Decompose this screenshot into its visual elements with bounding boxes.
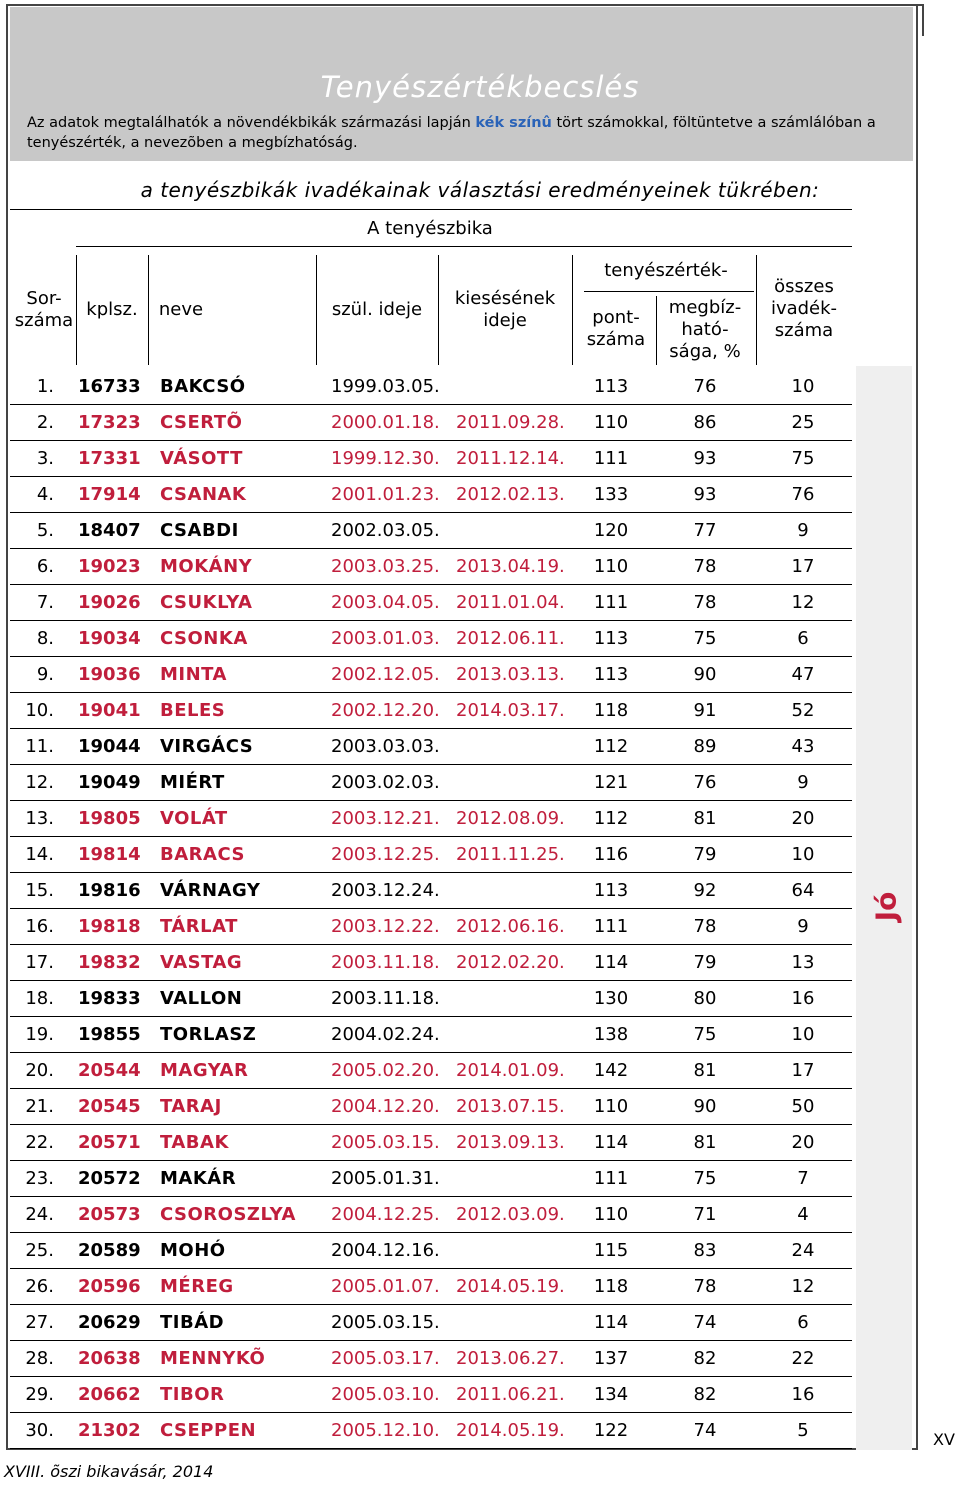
row-points: 114 <box>593 1132 629 1153</box>
row-points: 133 <box>593 484 629 505</box>
row-number: 25. <box>25 1240 54 1261</box>
page-number: XV <box>933 1430 955 1449</box>
header-kplsz: kplsz. <box>86 299 138 320</box>
row-number: 24. <box>25 1204 54 1225</box>
intro-part2: tört számokkal, föltüntetve a számlálóban a tenyészérték, a nevezõben a megbízhatóság. <box>27 115 876 151</box>
header-pont: pont- száma <box>586 307 646 350</box>
header-kieses: kiesésének ideje <box>454 288 556 331</box>
row-offspring-count: 9 <box>797 520 809 541</box>
footer-text: XVIII. õszi bikavásár, 2014 <box>4 1462 214 1481</box>
row-exit-date: 2012.02.13. <box>456 484 565 505</box>
row-reliability: 81 <box>693 1060 717 1081</box>
row-name: MAKÁR <box>160 1168 237 1189</box>
row-points: 120 <box>593 520 629 541</box>
row-number: 12. <box>25 772 54 793</box>
row-number: 21. <box>25 1096 54 1117</box>
row-points: 122 <box>593 1420 629 1441</box>
row-kplsz: 19023 <box>78 556 141 577</box>
row-name: CSEPPEN <box>160 1420 257 1441</box>
table-row <box>0 585 860 621</box>
row-exit-date: 2011.11.25. <box>456 844 565 865</box>
table-subtitle: a tenyészbikák ivadékainak választási eredményeinek tükrében: <box>140 178 820 202</box>
row-reliability: 75 <box>693 1168 717 1189</box>
row-offspring-count: 9 <box>797 772 809 793</box>
row-birth-date: 2004.12.25. <box>331 1204 440 1225</box>
row-offspring-count: 52 <box>791 700 815 721</box>
table-row <box>0 909 860 945</box>
row-reliability: 78 <box>693 592 717 613</box>
header-sorszama: Sor- száma <box>14 288 74 331</box>
row-kplsz: 20589 <box>78 1240 141 1261</box>
row-offspring-count: 25 <box>791 412 815 433</box>
row-birth-date: 2000.01.18. <box>331 412 440 433</box>
table-row <box>0 405 860 441</box>
row-reliability: 77 <box>693 520 717 541</box>
row-offspring-count: 17 <box>791 1060 815 1081</box>
row-points: 134 <box>593 1384 629 1405</box>
row-number: 2. <box>36 412 54 433</box>
row-exit-date: 2011.01.04. <box>456 592 565 613</box>
row-reliability: 91 <box>693 700 717 721</box>
row-points: 112 <box>593 736 629 757</box>
row-number: 13. <box>25 808 54 829</box>
row-reliability: 90 <box>693 1096 717 1117</box>
row-birth-date: 2003.04.05. <box>331 592 440 613</box>
row-birth-date: 2004.12.16. <box>331 1240 440 1261</box>
row-offspring-count: 17 <box>791 556 815 577</box>
row-birth-date: 2004.02.24. <box>331 1024 440 1045</box>
row-number: 17. <box>25 952 54 973</box>
row-kplsz: 20544 <box>78 1060 141 1081</box>
row-offspring-count: 76 <box>791 484 815 505</box>
row-exit-date: 2013.06.27. <box>456 1348 565 1369</box>
row-exit-date: 2012.08.09. <box>456 808 565 829</box>
row-offspring-count: 75 <box>791 448 815 469</box>
row-name: BARACS <box>160 844 245 865</box>
row-name: VALLON <box>160 988 243 1009</box>
row-kplsz: 17914 <box>78 484 141 505</box>
row-birth-date: 2003.12.22. <box>331 916 440 937</box>
vline-3 <box>316 255 317 365</box>
row-number: 16. <box>25 916 54 937</box>
row-offspring-count: 47 <box>791 664 815 685</box>
row-name: TIBÁD <box>160 1312 225 1333</box>
row-birth-date: 2003.03.03. <box>331 736 440 757</box>
subtitle-rule <box>10 209 852 210</box>
row-points: 110 <box>593 1204 629 1225</box>
row-kplsz: 19805 <box>78 808 141 829</box>
row-offspring-count: 20 <box>791 808 815 829</box>
row-kplsz: 20662 <box>78 1384 141 1405</box>
row-kplsz: 17323 <box>78 412 141 433</box>
row-name: BELES <box>160 700 226 721</box>
group-rule <box>76 246 852 247</box>
row-name: TÁRLAT <box>160 916 238 937</box>
row-number: 22. <box>25 1132 54 1153</box>
row-name: MOKÁNY <box>160 556 253 577</box>
table-row <box>0 1017 860 1053</box>
row-offspring-count: 7 <box>797 1168 809 1189</box>
row-reliability: 71 <box>693 1204 717 1225</box>
page-title: Tenyészértékbecslés <box>320 70 640 104</box>
row-name: MENNYKÕ <box>160 1348 266 1369</box>
row-offspring-count: 22 <box>791 1348 815 1369</box>
table-row <box>0 1377 860 1413</box>
row-kplsz: 19041 <box>78 700 141 721</box>
row-offspring-count: 4 <box>797 1204 809 1225</box>
row-offspring-count: 6 <box>797 628 809 649</box>
row-reliability: 78 <box>693 556 717 577</box>
table-row <box>0 441 860 477</box>
header-osszes: összes ivadék- száma <box>770 276 838 341</box>
row-birth-date: 2005.01.07. <box>331 1276 440 1297</box>
table-row <box>0 1089 860 1125</box>
row-offspring-count: 10 <box>791 844 815 865</box>
row-name: VÁRNAGY <box>160 880 261 901</box>
vline-5 <box>572 255 573 365</box>
row-birth-date: 2002.12.05. <box>331 664 440 685</box>
header-szul: szül. ideje <box>331 299 423 320</box>
row-number: 7. <box>36 592 54 613</box>
table-row <box>0 621 860 657</box>
row-number: 26. <box>25 1276 54 1297</box>
row-offspring-count: 43 <box>791 736 815 757</box>
row-kplsz: 19816 <box>78 880 141 901</box>
vline-7 <box>756 255 757 365</box>
row-birth-date: 1999.12.30. <box>331 448 440 469</box>
row-offspring-count: 24 <box>791 1240 815 1261</box>
row-reliability: 79 <box>693 844 717 865</box>
row-reliability: 80 <box>693 988 717 1009</box>
row-name: CSABDI <box>160 520 239 541</box>
row-reliability: 79 <box>693 952 717 973</box>
row-kplsz: 20571 <box>78 1132 141 1153</box>
row-number: 1. <box>36 376 54 397</box>
table-row <box>0 1341 860 1377</box>
row-number: 19. <box>25 1024 54 1045</box>
row-exit-date: 2012.06.16. <box>456 916 565 937</box>
row-birth-date: 2005.03.17. <box>331 1348 440 1369</box>
table-row <box>0 1161 860 1197</box>
row-offspring-count: 10 <box>791 1024 815 1045</box>
table-row <box>0 549 860 585</box>
row-kplsz: 20596 <box>78 1276 141 1297</box>
row-reliability: 76 <box>693 376 717 397</box>
table-row <box>0 1053 860 1089</box>
row-exit-date: 2011.06.21. <box>456 1384 565 1405</box>
row-number: 10. <box>25 700 54 721</box>
row-offspring-count: 13 <box>791 952 815 973</box>
row-reliability: 93 <box>693 484 717 505</box>
row-rule <box>10 1448 852 1449</box>
row-number: 23. <box>25 1168 54 1189</box>
row-points: 113 <box>593 376 629 397</box>
row-points: 142 <box>593 1060 629 1081</box>
row-kplsz: 21302 <box>78 1420 141 1441</box>
row-points: 114 <box>593 1312 629 1333</box>
table-row <box>0 729 860 765</box>
row-number: 20. <box>25 1060 54 1081</box>
row-name: MINTA <box>160 664 227 685</box>
row-birth-date: 2005.01.31. <box>331 1168 440 1189</box>
row-exit-date: 2014.05.19. <box>456 1420 565 1441</box>
row-points: 115 <box>593 1240 629 1261</box>
row-name: BAKCSÓ <box>160 376 246 397</box>
row-number: 15. <box>25 880 54 901</box>
row-offspring-count: 16 <box>791 1384 815 1405</box>
row-offspring-count: 12 <box>791 1276 815 1297</box>
row-name: MIÉRT <box>160 772 225 793</box>
row-reliability: 86 <box>693 412 717 433</box>
row-reliability: 81 <box>693 808 717 829</box>
table-row <box>0 801 860 837</box>
table-row <box>0 1125 860 1161</box>
table-row <box>0 657 860 693</box>
row-birth-date: 2003.02.03. <box>331 772 440 793</box>
row-reliability: 89 <box>693 736 717 757</box>
row-reliability: 92 <box>693 880 717 901</box>
row-name: CSUKLYA <box>160 592 253 613</box>
row-points: 114 <box>593 952 629 973</box>
vline-6 <box>656 296 657 365</box>
row-kplsz: 19036 <box>78 664 141 685</box>
row-offspring-count: 64 <box>791 880 815 901</box>
row-name: TIBOR <box>160 1384 225 1405</box>
row-points: 110 <box>593 1096 629 1117</box>
row-birth-date: 2005.03.10. <box>331 1384 440 1405</box>
row-kplsz: 20573 <box>78 1204 141 1225</box>
row-exit-date: 2012.03.09. <box>456 1204 565 1225</box>
row-kplsz: 19833 <box>78 988 141 1009</box>
row-number: 8. <box>36 628 54 649</box>
row-points: 118 <box>593 700 629 721</box>
row-reliability: 78 <box>693 916 717 937</box>
row-name: CSOROSZLYA <box>160 1204 296 1225</box>
table-row <box>0 945 860 981</box>
row-number: 29. <box>25 1384 54 1405</box>
row-reliability: 81 <box>693 1132 717 1153</box>
row-reliability: 74 <box>693 1420 717 1441</box>
row-offspring-count: 6 <box>797 1312 809 1333</box>
row-birth-date: 2003.11.18. <box>331 952 440 973</box>
row-reliability: 75 <box>693 628 717 649</box>
vline-1 <box>76 255 77 365</box>
table-row <box>0 1233 860 1269</box>
row-kplsz: 19049 <box>78 772 141 793</box>
table-row <box>0 1269 860 1305</box>
row-offspring-count: 10 <box>791 376 815 397</box>
row-name: TARAJ <box>160 1096 222 1117</box>
table-row <box>0 837 860 873</box>
row-name: TABAK <box>160 1132 229 1153</box>
row-points: 111 <box>593 916 629 937</box>
row-kplsz: 20572 <box>78 1168 141 1189</box>
row-points: 137 <box>593 1348 629 1369</box>
row-reliability: 93 <box>693 448 717 469</box>
row-offspring-count: 9 <box>797 916 809 937</box>
row-reliability: 78 <box>693 1276 717 1297</box>
row-number: 14. <box>25 844 54 865</box>
row-number: 28. <box>25 1348 54 1369</box>
row-points: 110 <box>593 412 629 433</box>
row-points: 111 <box>593 448 629 469</box>
row-number: 6. <box>36 556 54 577</box>
corner-mark <box>912 4 924 36</box>
row-birth-date: 2004.12.20. <box>331 1096 440 1117</box>
header-group: A tenyészbika <box>367 218 493 239</box>
table-row <box>0 693 860 729</box>
row-birth-date: 2005.12.10. <box>331 1420 440 1441</box>
row-birth-date: 2003.11.18. <box>331 988 440 1009</box>
row-offspring-count: 20 <box>791 1132 815 1153</box>
row-reliability: 82 <box>693 1384 717 1405</box>
row-birth-date: 2003.12.24. <box>331 880 440 901</box>
row-exit-date: 2012.06.11. <box>456 628 565 649</box>
row-offspring-count: 16 <box>791 988 815 1009</box>
row-number: 11. <box>25 736 54 757</box>
row-offspring-count: 12 <box>791 592 815 613</box>
row-reliability: 90 <box>693 664 717 685</box>
vline-2 <box>148 255 149 365</box>
row-number: 5. <box>36 520 54 541</box>
table-row <box>0 369 860 405</box>
table-row <box>0 477 860 513</box>
row-exit-date: 2011.09.28. <box>456 412 565 433</box>
row-name: CSERTÕ <box>160 412 243 433</box>
row-name: VOLÁT <box>160 808 228 829</box>
row-name: VÁSOTT <box>160 448 243 469</box>
row-exit-date: 2013.03.13. <box>456 664 565 685</box>
table-row <box>0 981 860 1017</box>
table-row <box>0 1305 860 1341</box>
table-row <box>0 513 860 549</box>
row-kplsz: 20638 <box>78 1348 141 1369</box>
header-megbiz: megbíz- ható- sága, % <box>668 297 742 362</box>
row-exit-date: 2011.12.14. <box>456 448 565 469</box>
row-kplsz: 17331 <box>78 448 141 469</box>
row-number: 9. <box>36 664 54 685</box>
row-points: 113 <box>593 880 629 901</box>
row-name: VASTAG <box>160 952 243 973</box>
row-points: 110 <box>593 556 629 577</box>
row-reliability: 83 <box>693 1240 717 1261</box>
row-kplsz: 19814 <box>78 844 141 865</box>
row-points: 111 <box>593 1168 629 1189</box>
row-birth-date: 2005.03.15. <box>331 1132 440 1153</box>
table-row <box>0 765 860 801</box>
row-birth-date: 2003.01.03. <box>331 628 440 649</box>
row-kplsz: 19034 <box>78 628 141 649</box>
row-reliability: 75 <box>693 1024 717 1045</box>
row-exit-date: 2014.01.09. <box>456 1060 565 1081</box>
row-number: 18. <box>25 988 54 1009</box>
table-row <box>0 1197 860 1233</box>
row-exit-date: 2014.03.17. <box>456 700 565 721</box>
row-birth-date: 2002.03.05. <box>331 520 440 541</box>
row-points: 121 <box>593 772 629 793</box>
row-kplsz: 16733 <box>78 376 141 397</box>
row-points: 116 <box>593 844 629 865</box>
row-birth-date: 1999.03.05. <box>331 376 440 397</box>
vline-4 <box>438 255 439 365</box>
table-row <box>0 1413 860 1449</box>
row-kplsz: 19044 <box>78 736 141 757</box>
row-reliability: 76 <box>693 772 717 793</box>
row-reliability: 74 <box>693 1312 717 1333</box>
row-birth-date: 2003.12.21. <box>331 808 440 829</box>
row-number: 4. <box>36 484 54 505</box>
row-birth-date: 2005.02.20. <box>331 1060 440 1081</box>
row-reliability: 82 <box>693 1348 717 1369</box>
row-exit-date: 2013.07.15. <box>456 1096 565 1117</box>
row-name: MOHÓ <box>160 1240 226 1261</box>
row-name: CSONKA <box>160 628 248 649</box>
row-name: CSANAK <box>160 484 247 505</box>
row-exit-date: 2013.04.19. <box>456 556 565 577</box>
row-kplsz: 19818 <box>78 916 141 937</box>
row-points: 112 <box>593 808 629 829</box>
row-offspring-count: 5 <box>797 1420 809 1441</box>
intro-highlight: kék színû <box>475 115 552 131</box>
row-birth-date: 2003.03.25. <box>331 556 440 577</box>
row-kplsz: 18407 <box>78 520 141 541</box>
row-kplsz: 20629 <box>78 1312 141 1333</box>
side-label-jo: Jó <box>869 891 903 922</box>
row-birth-date: 2001.01.23. <box>331 484 440 505</box>
row-name: MÉREG <box>160 1276 234 1297</box>
row-name: TORLASZ <box>160 1024 257 1045</box>
table-row <box>0 873 860 909</box>
header-neve: neve <box>158 299 204 320</box>
row-exit-date: 2013.09.13. <box>456 1132 565 1153</box>
intro-text <box>27 113 887 153</box>
row-points: 118 <box>593 1276 629 1297</box>
header-tenyeszertek: tenyészérték- <box>604 260 728 281</box>
row-name: VIRGÁCS <box>160 736 254 757</box>
row-points: 111 <box>593 592 629 613</box>
row-kplsz: 19832 <box>78 952 141 973</box>
row-kplsz: 19026 <box>78 592 141 613</box>
row-number: 3. <box>36 448 54 469</box>
row-kplsz: 19855 <box>78 1024 141 1045</box>
row-offspring-count: 50 <box>791 1096 815 1117</box>
row-birth-date: 2005.03.15. <box>331 1312 440 1333</box>
row-points: 130 <box>593 988 629 1009</box>
row-points: 113 <box>593 664 629 685</box>
row-number: 27. <box>25 1312 54 1333</box>
row-kplsz: 20545 <box>78 1096 141 1117</box>
tenyeszertek-rule <box>584 291 754 292</box>
row-number: 30. <box>25 1420 54 1441</box>
row-birth-date: 2003.12.25. <box>331 844 440 865</box>
intro-part1: Az adatok megtalálhatók a növendékbikák származási lapján <box>27 115 476 131</box>
row-name: MAGYAR <box>160 1060 249 1081</box>
row-points: 138 <box>593 1024 629 1045</box>
row-points: 113 <box>593 628 629 649</box>
row-birth-date: 2002.12.20. <box>331 700 440 721</box>
row-exit-date: 2014.05.19. <box>456 1276 565 1297</box>
row-exit-date: 2012.02.20. <box>456 952 565 973</box>
